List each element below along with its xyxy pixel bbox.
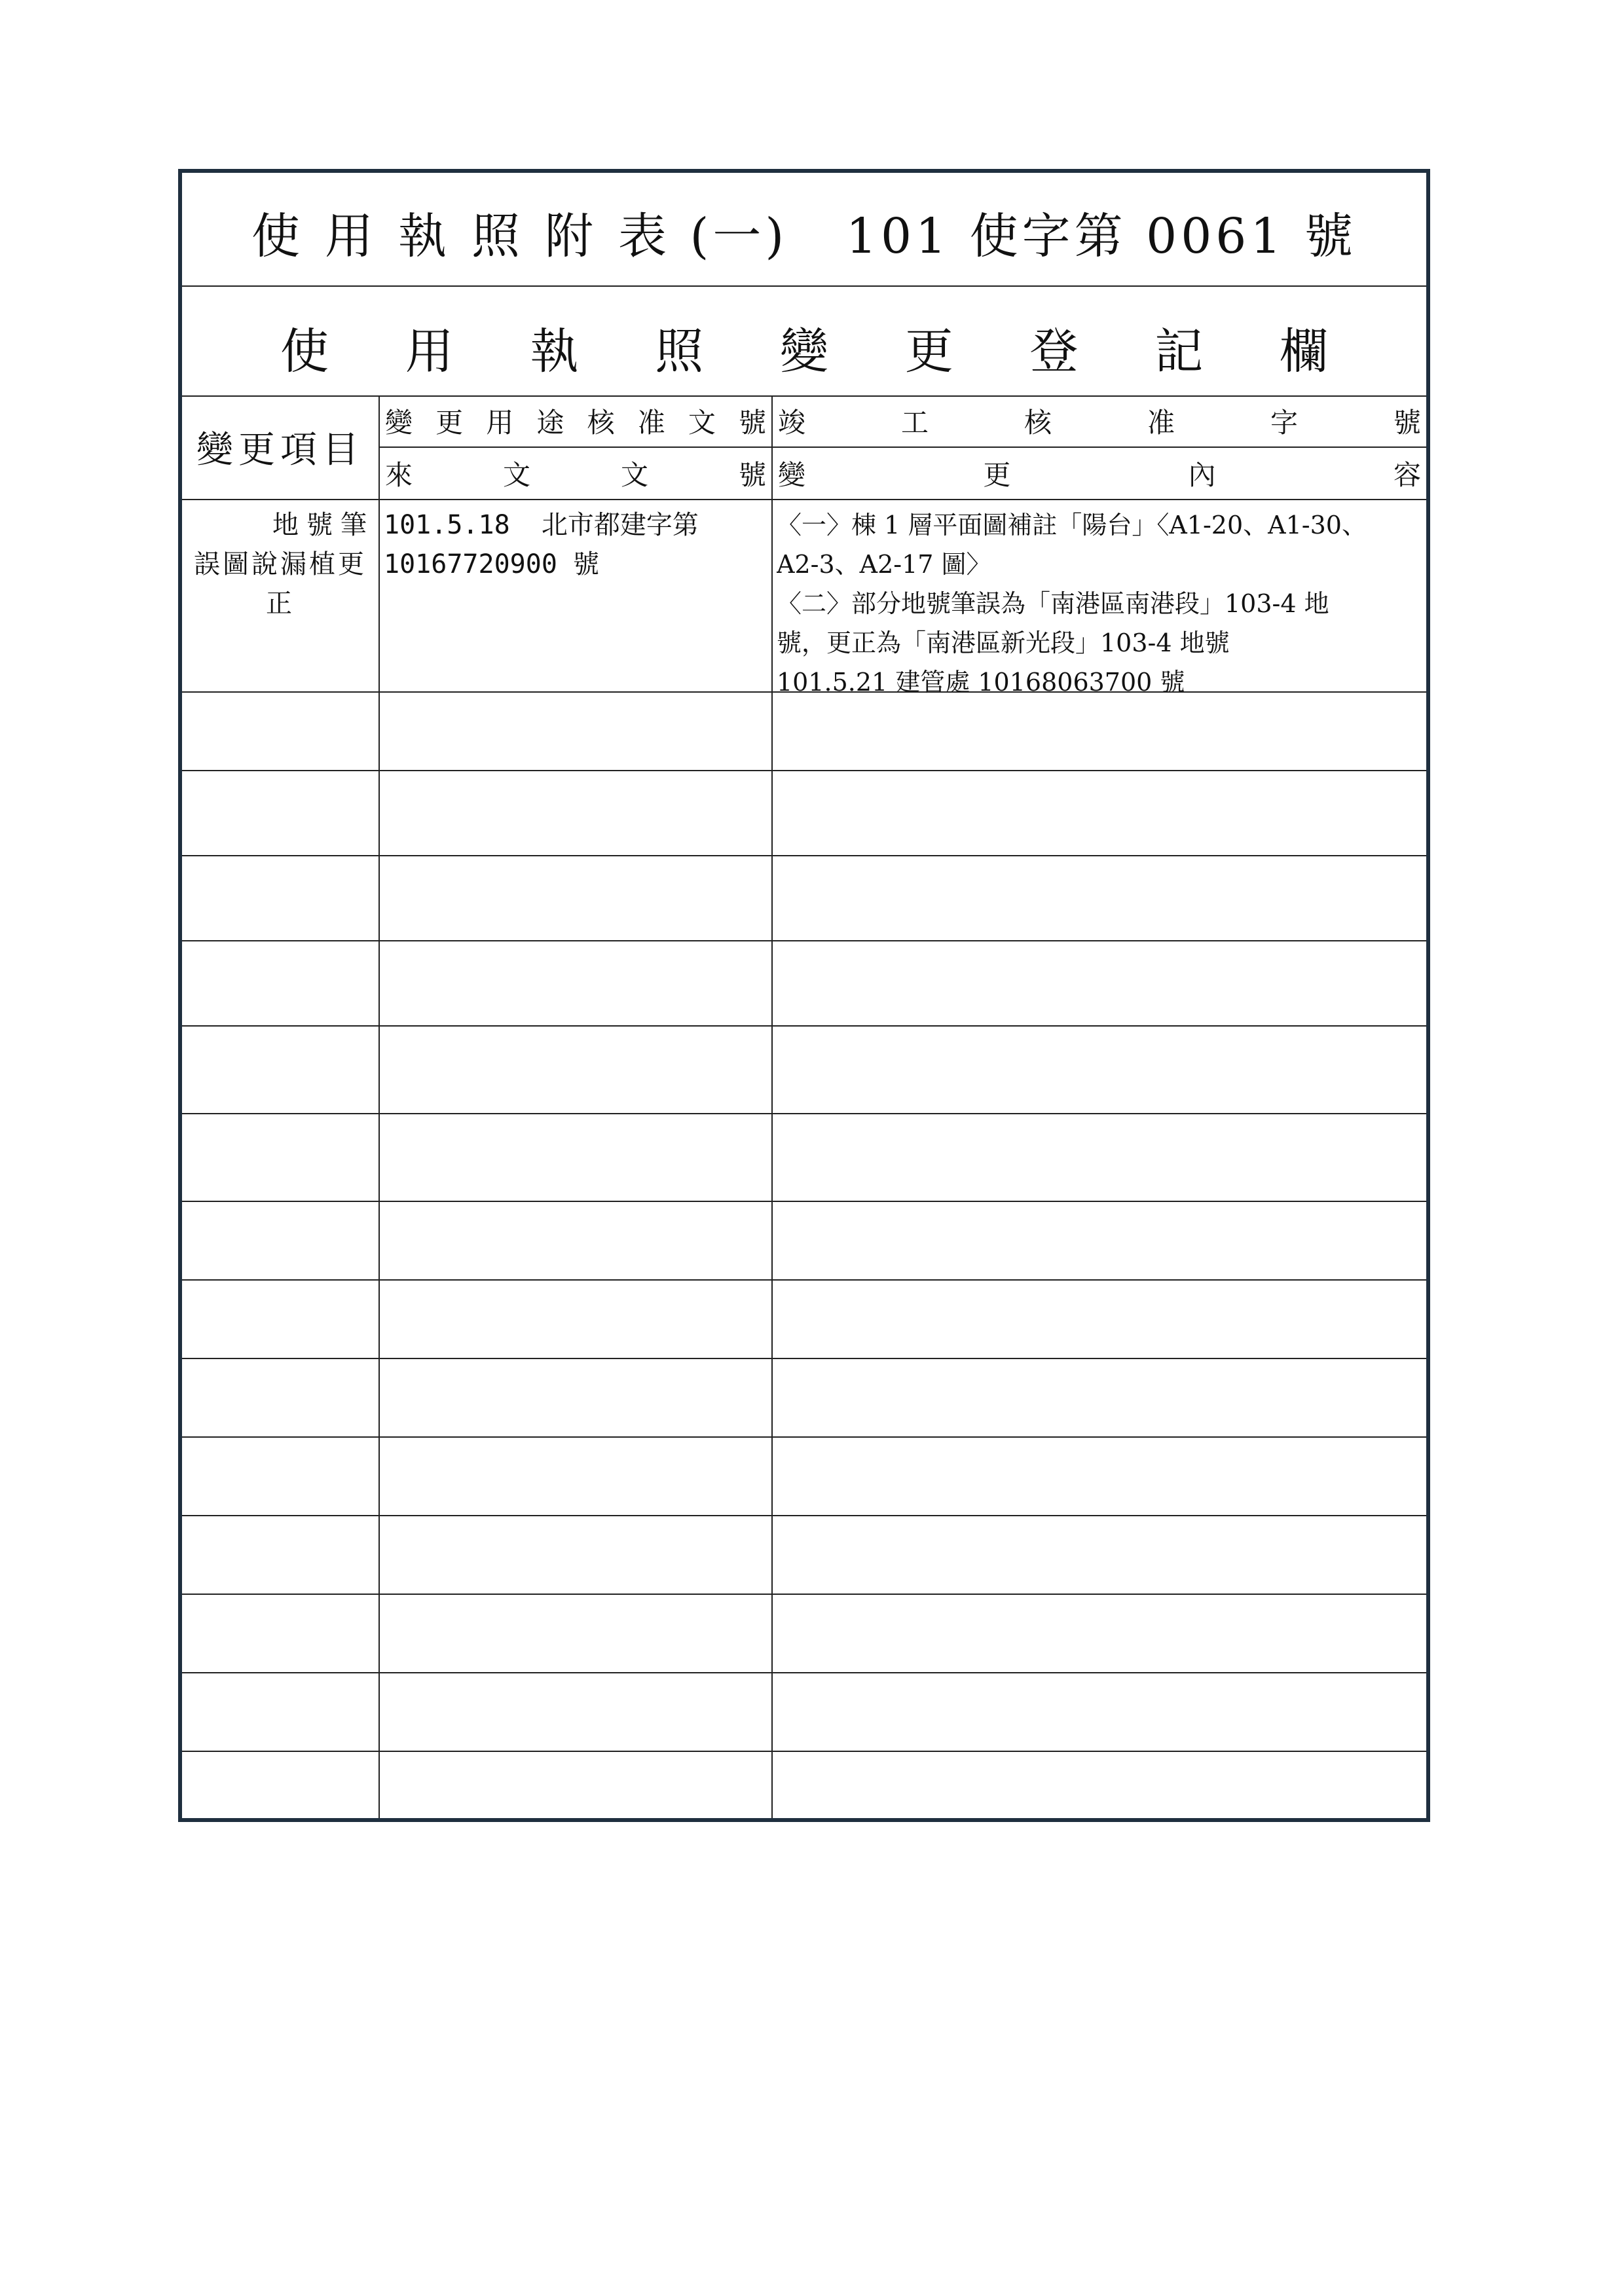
header-change-content: [773, 449, 1426, 498]
content-line: A2-3、A2-17 圖〉: [777, 550, 991, 579]
content-line: 101.5.21 建管處 10168063700 號: [777, 668, 1185, 697]
form-title-row: [182, 173, 1426, 285]
table-row: [182, 691, 1426, 693]
doc-line: 101.5.18 北市都建字第: [384, 510, 699, 540]
table-row: [182, 1672, 1426, 1673]
header-char: 途: [536, 407, 564, 439]
header-char: 文: [502, 459, 530, 491]
subtitle-char: 登: [1029, 323, 1079, 380]
header-char: 變: [385, 407, 413, 439]
content-line: 號，更正為「南港區新光段」103-4 地號: [777, 629, 1230, 657]
title-char: 表: [618, 208, 671, 264]
table-row: [182, 1436, 1426, 1438]
header-char: 號: [738, 459, 766, 491]
table-row: [182, 1358, 1426, 1359]
header-change-item: 變更項目: [196, 429, 364, 471]
content-line: 〈一〉棟 1 層平面圖補註「陽台」〈A1-20、A1-30、: [777, 511, 1367, 539]
header-incoming-doc: [380, 449, 771, 498]
table-row: [182, 1279, 1426, 1281]
change-item-line: 誤圖說漏植更: [194, 549, 367, 579]
title-char: 附: [545, 208, 618, 264]
subtitle: [280, 313, 1328, 382]
title-char: 照: [471, 208, 545, 264]
change-content-cell: [777, 505, 1422, 702]
doc-line: 10167720900 號: [384, 549, 599, 579]
change-item-line: 正: [266, 589, 295, 619]
table-row: [182, 1594, 1426, 1595]
table-row: [182, 1751, 1426, 1752]
header-char: 竣: [778, 407, 806, 439]
header-char: 准: [637, 407, 665, 439]
header-char: 核: [587, 407, 615, 439]
form-title: [182, 198, 1426, 267]
permit-change-form: [178, 169, 1430, 1822]
header-char: 來: [385, 459, 413, 491]
header-completion-approval: [773, 397, 1426, 445]
header-char: 字: [1270, 407, 1298, 439]
table-row: [182, 940, 1426, 941]
table-row: [182, 500, 1426, 697]
title-suffix: (一): [690, 208, 788, 264]
header-char: 更: [435, 407, 464, 439]
title-char: 用: [325, 208, 398, 264]
subtitle-char: 用: [405, 323, 454, 380]
header-char: 變: [778, 459, 806, 491]
subtitle-char: 記: [1154, 323, 1204, 380]
incoming-doc-cell: [384, 505, 770, 584]
header-char: 准: [1147, 407, 1175, 439]
table-row: [182, 1025, 1426, 1027]
subtitle-char: 執: [530, 323, 579, 380]
header-approval-doc: [380, 397, 771, 445]
header-char: 容: [1393, 459, 1421, 491]
header-char: 文: [620, 459, 648, 491]
subtitle-char: 欄: [1280, 323, 1328, 380]
table-row: [182, 1515, 1426, 1516]
table-row: [182, 1201, 1426, 1202]
header-char: 工: [900, 407, 929, 439]
table-row: [182, 770, 1426, 771]
divider: [378, 446, 1426, 448]
header-char: 文: [688, 407, 716, 439]
content-line: 〈二〉部分地號筆誤為「南港區南港段」103-4 地: [777, 589, 1329, 618]
header-char: 更: [983, 459, 1011, 491]
header-char: 用: [486, 407, 514, 439]
header-char: 內: [1188, 459, 1216, 491]
table-row: [182, 855, 1426, 856]
subtitle-char: 使: [280, 323, 329, 380]
title-char: 執: [398, 208, 471, 264]
header-char: 號: [1393, 407, 1421, 439]
header-char: 號: [738, 407, 766, 439]
subtitle-char: 更: [904, 323, 953, 380]
subtitle-char: 變: [780, 323, 828, 380]
change-item-cell: [182, 505, 378, 623]
table-row: [182, 1113, 1426, 1114]
subtitle-row: [182, 287, 1426, 395]
permit-number: 101 使字第 0061 號: [845, 208, 1357, 264]
title-char: 使: [251, 208, 325, 264]
header-char: 核: [1024, 407, 1052, 439]
change-item-line: 地號筆: [272, 510, 375, 540]
subtitle-char: 照: [655, 323, 704, 380]
